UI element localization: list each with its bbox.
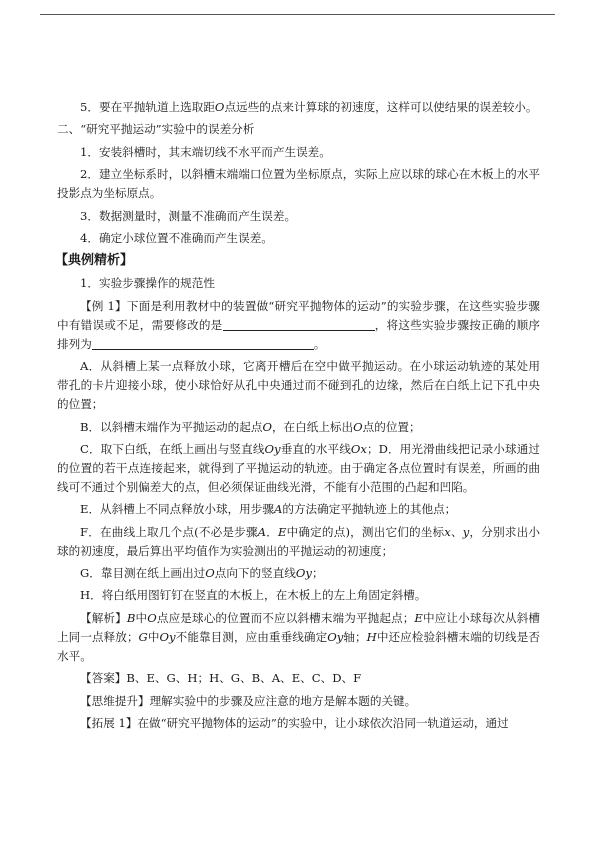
math-var: O <box>205 566 215 581</box>
math-var: G <box>138 629 148 644</box>
math-var: O <box>262 419 272 434</box>
document-body <box>57 98 540 736</box>
math-var: Oy <box>295 566 312 581</box>
math-var: A <box>273 502 283 517</box>
step-h: H．将白纸用图钉钉在竖直的木板上，在木板上的左上角固定斜槽。 <box>80 588 427 603</box>
step-e <box>57 500 540 519</box>
text: 中还应检验斜槽末端的切线是否水平。 <box>57 629 540 663</box>
text: 中 <box>135 610 148 625</box>
paragraph-item-5 <box>57 98 540 117</box>
text: G．靠目测在纸上画出过 <box>80 566 206 581</box>
math-var: E <box>414 610 423 625</box>
text: 点应是球心的位置而不应以斜槽末端为平抛起点； <box>156 610 415 625</box>
text: ． <box>266 524 278 539</box>
subsection-title: 1．实验步骤操作的规范性 <box>80 276 215 291</box>
thinking-tip: 【思维提升】理解实验中的步骤及应注意的地方是解本题的关键。 <box>80 693 417 708</box>
text: F．在曲线上取几个点(不必是步骤 <box>80 524 258 539</box>
text: ，分别求出小球的初速度，最后算出平均值作为实验测出的平抛运动的初速度； <box>57 524 540 558</box>
text: 、 <box>450 524 463 539</box>
text: 【解析】 <box>80 610 127 625</box>
example-1-question <box>57 297 540 354</box>
text: ，在白纸上标出 <box>271 419 354 434</box>
math-var: Oy <box>159 629 176 644</box>
text: 垂直的水平线 <box>280 441 351 456</box>
math-var: Ox <box>350 441 367 456</box>
answer-blank-2 <box>92 337 314 350</box>
text: 。 <box>313 336 326 351</box>
text: 的方法确定平抛轨迹上的其他点； <box>282 502 457 517</box>
math-var: E <box>277 524 287 539</box>
step-b <box>57 418 540 437</box>
text: 点远些的点来计算球的初速度，这样可以使结果的误差较小。 <box>224 100 538 114</box>
answer-line: 【答案】B、E、G、H；H、G、B、A、E、C、D、F <box>80 671 362 686</box>
error-item-2: 2．建立坐标系时，以斜槽末端端口位置为坐标原点，实际上应以球的球心在木板上的水平投影点为坐标原点。 <box>57 167 540 201</box>
answer-blank-1 <box>223 318 375 331</box>
math-var: A <box>257 524 267 539</box>
text: 【例 1】下面是利用教材中的装置做“研究平抛物体的运动”的实验步骤，在这些实验步骤中有错误或不足，需要修改的是 <box>57 298 540 332</box>
step-g <box>57 564 540 583</box>
math-var: O <box>147 610 157 625</box>
section-title: 二、“研究平抛运动”实验中的误差分析 <box>57 122 255 137</box>
extension-1: 【拓展 1】在做“研究平抛物体的运动”的实验中，让小球依次沿同一轨道运动，通过 <box>80 716 509 731</box>
text: 中 <box>147 629 160 644</box>
text: 中确定的点)，测出它们的坐标 <box>286 524 445 539</box>
text: E．从斜槽上不同点释放小球，用步骤 <box>80 502 274 517</box>
text: C．取下白纸，在纸上画出与竖直线 <box>80 441 265 456</box>
error-item-4: 4．确定小球位置不准确而产生误差。 <box>80 230 273 245</box>
math-var: Oy <box>327 629 344 644</box>
header-rule <box>40 14 555 15</box>
step-a: A．从斜槽上某一点释放小球，它离开槽后在空中做平抛运动。在小球运动轨迹的某处用带孔的卡片迎接小球，使小球恰好从孔中央通过而不碰到孔的边缘，然后在白纸上记下孔中央的位置； <box>57 359 540 412</box>
step-f <box>57 523 540 561</box>
text: 中应让小球每次从斜槽上同一点释放； <box>57 610 540 644</box>
math-var: B <box>126 610 136 625</box>
math-var: H <box>366 629 377 644</box>
text: 不能靠目测，应由重垂线确定 <box>175 629 328 644</box>
text: B．以斜槽末端作为平抛运动的起点 <box>80 419 263 434</box>
math-var: Oy <box>264 441 281 456</box>
error-item-3: 3．数据测量时，测量不准确而产生误差。 <box>80 208 297 223</box>
text: ； <box>311 566 324 581</box>
math-var: x <box>444 524 451 539</box>
math-var: O <box>214 100 225 114</box>
step-c-d <box>57 440 540 497</box>
examples-heading: 【典例精析】 <box>55 253 134 269</box>
text: 点的位置； <box>362 419 421 434</box>
text: 轴； <box>343 629 367 644</box>
text: 点向下的竖直线 <box>214 566 296 581</box>
text: ；D．用光滑曲线把记录小球通过的位置的若干点连接起来，就得到了平抛运动的轨迹。由于确定各点位置时有误差，所画的曲线可不通过个别偏差大的点，但必须保证曲线光滑，不能有小范围的凸起和凹陷。 <box>57 441 540 494</box>
error-item-1: 1．安装斜槽时，其末端切线不水平而产生误差。 <box>80 144 331 159</box>
math-var: y <box>462 524 470 539</box>
math-var: O <box>353 419 363 434</box>
text: 5．要在平抛轨道上选取距 <box>80 100 215 114</box>
analysis <box>57 609 540 666</box>
text: ，将这些实验步骤按正确的顺序排列为 <box>57 317 540 351</box>
